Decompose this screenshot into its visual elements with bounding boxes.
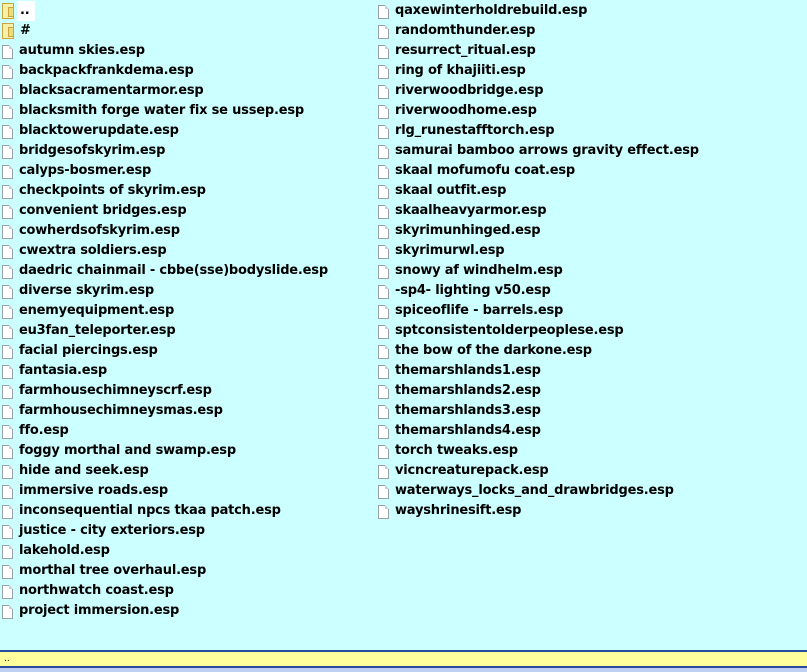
list-item-file[interactable] bbox=[378, 361, 752, 381]
list-item-file[interactable] bbox=[2, 601, 376, 621]
file-icon bbox=[2, 505, 13, 519]
file-icon bbox=[378, 465, 389, 479]
list-item-file[interactable] bbox=[378, 401, 752, 421]
list-item-file[interactable] bbox=[2, 61, 376, 81]
list-item-file[interactable] bbox=[2, 441, 376, 461]
item-label: skyrimurwl.esp bbox=[395, 243, 505, 258]
item-label: cwextra soldiers.esp bbox=[19, 243, 167, 258]
file-icon bbox=[2, 585, 13, 599]
list-item-file[interactable] bbox=[378, 61, 752, 81]
item-label: resurrect_ritual.esp bbox=[395, 43, 536, 58]
file-icon bbox=[2, 325, 13, 339]
item-label: foggy morthal and swamp.esp bbox=[19, 443, 236, 458]
item-label: project immersion.esp bbox=[19, 603, 180, 618]
item-label: convenient bridges.esp bbox=[19, 203, 187, 218]
item-label: randomthunder.esp bbox=[395, 23, 536, 38]
list-item-file[interactable] bbox=[2, 101, 376, 121]
file-icon bbox=[2, 605, 13, 619]
list-item-file[interactable] bbox=[378, 41, 752, 61]
file-icon bbox=[2, 305, 13, 319]
list-item-file[interactable] bbox=[378, 501, 752, 521]
item-label: samurai bamboo arrows gravity effect.esp bbox=[395, 143, 699, 158]
file-icon bbox=[378, 205, 389, 219]
folder-icon bbox=[2, 23, 14, 39]
item-label: checkpoints of skyrim.esp bbox=[19, 183, 206, 198]
file-icon bbox=[2, 525, 13, 539]
file-icon bbox=[2, 545, 13, 559]
list-item-file[interactable] bbox=[378, 261, 752, 281]
item-label: blacktowerupdate.esp bbox=[19, 123, 179, 138]
list-item-file[interactable] bbox=[2, 481, 376, 501]
list-item-folder[interactable] bbox=[2, 1, 376, 21]
list-item-file[interactable] bbox=[378, 321, 752, 341]
item-label: snowy af windhelm.esp bbox=[395, 263, 563, 278]
list-item-file[interactable] bbox=[2, 421, 376, 441]
list-item-file[interactable] bbox=[2, 181, 376, 201]
list-item-file[interactable] bbox=[378, 81, 752, 101]
item-label: enemyequipment.esp bbox=[19, 303, 175, 318]
list-item-file[interactable] bbox=[378, 281, 752, 301]
file-icon bbox=[2, 345, 13, 359]
item-label: skaalheavyarmor.esp bbox=[395, 203, 547, 218]
list-item-file[interactable] bbox=[2, 461, 376, 481]
file-column-right bbox=[378, 1, 752, 521]
list-item-file[interactable] bbox=[378, 421, 752, 441]
list-item-file[interactable] bbox=[2, 341, 376, 361]
item-label: autumn skies.esp bbox=[19, 43, 145, 58]
item-label: justice - city exteriors.esp bbox=[19, 523, 205, 538]
file-icon bbox=[2, 185, 13, 199]
item-label: blacksacramentarmor.esp bbox=[19, 83, 204, 98]
item-label: immersive roads.esp bbox=[19, 483, 168, 498]
item-label: torch tweaks.esp bbox=[395, 443, 518, 458]
list-item-file[interactable] bbox=[2, 81, 376, 101]
file-icon bbox=[2, 265, 13, 279]
list-item-file[interactable] bbox=[2, 261, 376, 281]
list-item-file[interactable] bbox=[378, 341, 752, 361]
item-label: hide and seek.esp bbox=[19, 463, 149, 478]
list-item-file[interactable] bbox=[378, 121, 752, 141]
file-icon bbox=[2, 85, 13, 99]
file-column-left bbox=[2, 1, 376, 621]
item-label: spiceoflife - barrels.esp bbox=[395, 303, 564, 318]
item-label: vicncreaturepack.esp bbox=[395, 463, 549, 478]
file-icon bbox=[2, 105, 13, 119]
list-item-file[interactable] bbox=[2, 281, 376, 301]
item-label: .. bbox=[17, 1, 35, 21]
item-label: farmhousechimneysmas.esp bbox=[19, 403, 223, 418]
item-label: facial piercings.esp bbox=[19, 343, 158, 358]
list-item-file[interactable] bbox=[378, 21, 752, 41]
item-label: lakehold.esp bbox=[19, 543, 110, 558]
file-icon bbox=[2, 285, 13, 299]
item-label: # bbox=[20, 23, 31, 38]
file-icon bbox=[378, 125, 389, 139]
file-icon bbox=[2, 165, 13, 179]
file-icon bbox=[2, 385, 13, 399]
item-label: sptconsistentolderpeoplese.esp bbox=[395, 323, 624, 338]
list-item-file[interactable] bbox=[2, 221, 376, 241]
item-label: backpackfrankdema.esp bbox=[19, 63, 194, 78]
item-label: eu3fan_teleporter.esp bbox=[19, 323, 176, 338]
list-item-file[interactable] bbox=[378, 1, 752, 21]
list-item-file[interactable] bbox=[2, 361, 376, 381]
file-icon bbox=[378, 385, 389, 399]
item-label: themarshlands4.esp bbox=[395, 423, 541, 438]
item-label: riverwoodbridge.esp bbox=[395, 83, 544, 98]
item-label: qaxewinterholdrebuild.esp bbox=[395, 3, 588, 18]
list-item-file[interactable] bbox=[378, 201, 752, 221]
file-icon bbox=[378, 485, 389, 499]
list-item-file[interactable] bbox=[2, 41, 376, 61]
list-item-file[interactable] bbox=[378, 141, 752, 161]
file-icon bbox=[378, 245, 389, 259]
item-label: riverwoodhome.esp bbox=[395, 103, 537, 118]
file-icon bbox=[2, 425, 13, 439]
item-label: ffo.esp bbox=[19, 423, 69, 438]
item-label: skyrimunhinged.esp bbox=[395, 223, 541, 238]
list-item-file[interactable] bbox=[378, 221, 752, 241]
item-label: ring of khajiiti.esp bbox=[395, 63, 526, 78]
file-icon bbox=[378, 105, 389, 119]
item-label: themarshlands2.esp bbox=[395, 383, 541, 398]
list-item-file[interactable] bbox=[378, 241, 752, 261]
item-label: daedric chainmail - cbbe(sse)bodyslide.esp bbox=[19, 263, 328, 278]
list-item-file[interactable] bbox=[2, 521, 376, 541]
item-label: cowherdsofskyrim.esp bbox=[19, 223, 180, 238]
list-item-file[interactable] bbox=[2, 581, 376, 601]
item-label: calyps-bosmer.esp bbox=[19, 163, 152, 178]
list-item-file[interactable] bbox=[2, 301, 376, 321]
list-item-folder[interactable] bbox=[2, 21, 376, 41]
item-label: bridgesofskyrim.esp bbox=[19, 143, 166, 158]
item-label: farmhousechimneyscrf.esp bbox=[19, 383, 212, 398]
list-item-file[interactable] bbox=[378, 101, 752, 121]
file-icon bbox=[378, 145, 389, 159]
file-icon bbox=[378, 25, 389, 39]
file-icon bbox=[2, 205, 13, 219]
item-label: rlg_runestafftorch.esp bbox=[395, 123, 555, 138]
list-item-file[interactable] bbox=[378, 161, 752, 181]
file-icon bbox=[2, 465, 13, 479]
file-icon bbox=[2, 65, 13, 79]
file-icon bbox=[378, 305, 389, 319]
item-label: skaal mofumofu coat.esp bbox=[395, 163, 576, 178]
item-label: morthal tree overhaul.esp bbox=[19, 563, 207, 578]
file-icon bbox=[378, 225, 389, 239]
file-icon bbox=[378, 405, 389, 419]
file-icon bbox=[378, 325, 389, 339]
list-item-file[interactable] bbox=[378, 441, 752, 461]
file-icon bbox=[378, 345, 389, 359]
list-item-file[interactable] bbox=[378, 301, 752, 321]
file-icon bbox=[2, 125, 13, 139]
folder-icon bbox=[2, 3, 14, 19]
file-icon bbox=[378, 505, 389, 519]
file-icon bbox=[378, 5, 389, 19]
file-icon bbox=[2, 145, 13, 159]
file-icon bbox=[2, 445, 13, 459]
list-item-file[interactable] bbox=[378, 381, 752, 401]
file-icon bbox=[378, 185, 389, 199]
file-icon bbox=[378, 265, 389, 279]
list-item-file[interactable] bbox=[2, 561, 376, 581]
item-label: -sp4- lighting v50.esp bbox=[395, 283, 551, 298]
list-item-file[interactable] bbox=[2, 121, 376, 141]
item-label: themarshlands1.esp bbox=[395, 363, 541, 378]
file-icon bbox=[2, 45, 13, 59]
list-item-file[interactable] bbox=[2, 161, 376, 181]
file-icon bbox=[378, 285, 389, 299]
list-item-file[interactable] bbox=[2, 501, 376, 521]
item-label: diverse skyrim.esp bbox=[19, 283, 155, 298]
list-item-file[interactable] bbox=[378, 461, 752, 481]
status-bar bbox=[0, 650, 807, 672]
item-label: wayshrinesift.esp bbox=[395, 503, 522, 518]
item-label: fantasia.esp bbox=[19, 363, 108, 378]
list-item-file[interactable] bbox=[2, 541, 376, 561]
file-icon bbox=[378, 445, 389, 459]
file-icon bbox=[2, 565, 13, 579]
list-item-file[interactable] bbox=[2, 321, 376, 341]
file-icon bbox=[378, 365, 389, 379]
list-item-file[interactable] bbox=[2, 401, 376, 421]
item-label: the bow of the darkone.esp bbox=[395, 343, 592, 358]
item-label: blacksmith forge water fix se ussep.esp bbox=[19, 103, 304, 118]
file-icon bbox=[378, 425, 389, 439]
item-label: themarshlands3.esp bbox=[395, 403, 541, 418]
file-icon bbox=[378, 165, 389, 179]
file-icon bbox=[378, 85, 389, 99]
item-label: waterways_locks_and_drawbridges.esp bbox=[395, 483, 674, 498]
list-item-file[interactable] bbox=[2, 141, 376, 161]
list-item-file[interactable] bbox=[378, 481, 752, 501]
item-label: inconsequential npcs tkaa patch.esp bbox=[19, 503, 281, 518]
bottom-strip bbox=[0, 668, 807, 672]
file-icon bbox=[2, 225, 13, 239]
list-item-file[interactable] bbox=[378, 181, 752, 201]
file-icon bbox=[2, 365, 13, 379]
file-icon bbox=[378, 65, 389, 79]
file-icon bbox=[2, 245, 13, 259]
file-icon bbox=[2, 405, 13, 419]
file-icon bbox=[378, 45, 389, 59]
list-item-file[interactable] bbox=[2, 201, 376, 221]
item-label: skaal outfit.esp bbox=[395, 183, 507, 198]
status-bar-text: .. bbox=[0, 652, 807, 666]
item-label: northwatch coast.esp bbox=[19, 583, 174, 598]
list-item-file[interactable] bbox=[2, 381, 376, 401]
list-item-file[interactable] bbox=[2, 241, 376, 261]
file-icon bbox=[2, 485, 13, 499]
